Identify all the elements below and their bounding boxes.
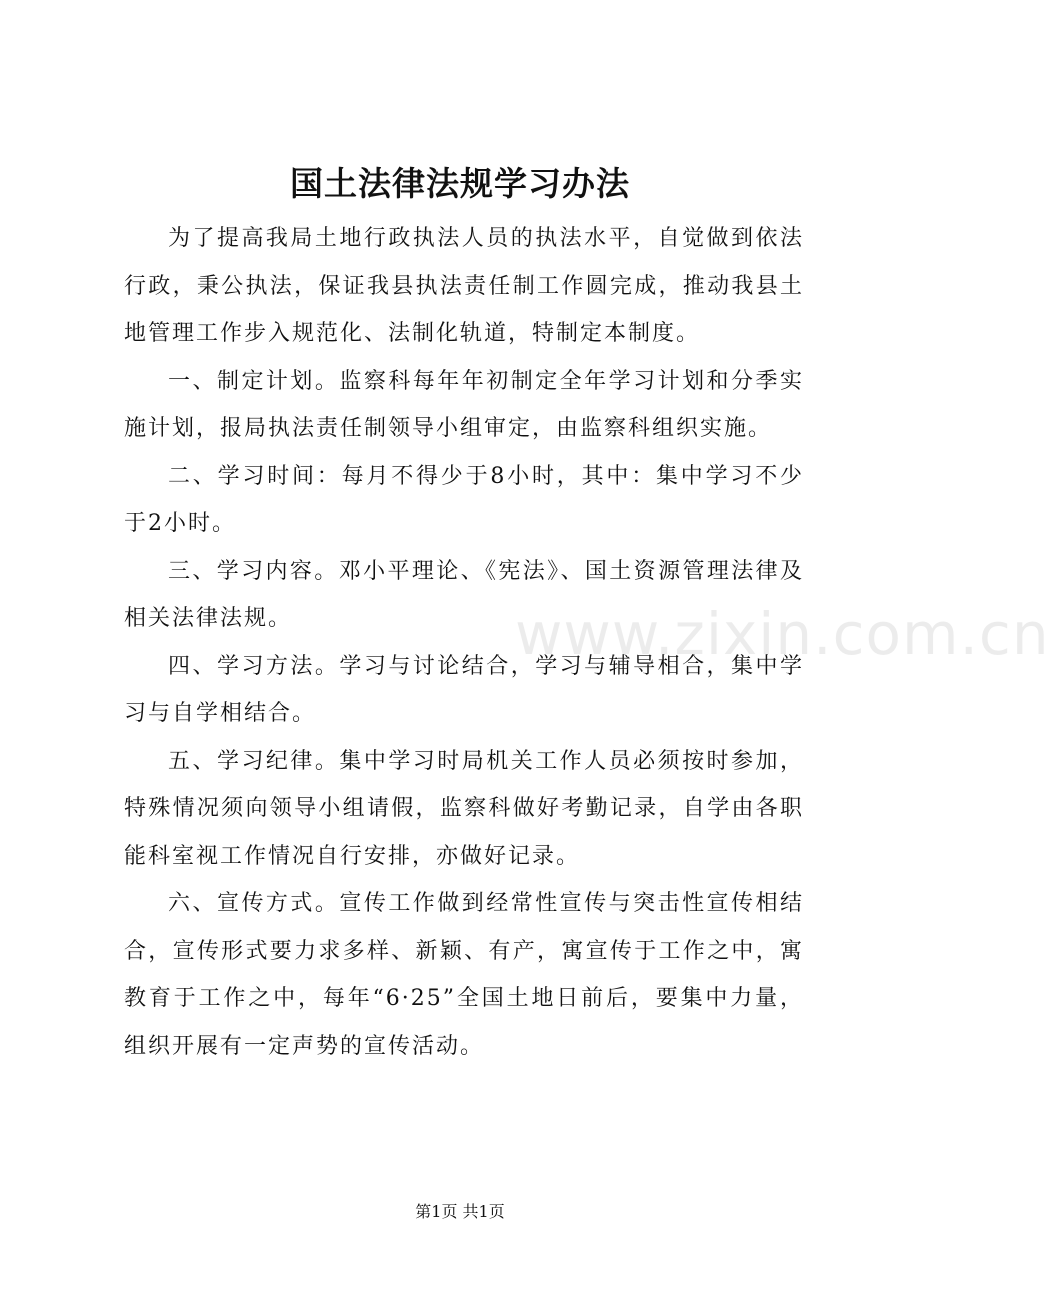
watermark: www.zixin.com.cn	[515, 600, 1050, 668]
paragraph-publicity: 六、宣传方式。宣传工作做到经常性宣传与突击性宣传相结合，宣传形式要力求多样、新颖、有产，寓宣传于工作之中，寓教育于工作之中，每年“6·25”全国土地日前后，要集中力量，组织开展有一定声势的宣传活动。	[124, 891, 804, 1059]
page-footer: 第1页 共1页	[415, 1202, 505, 1221]
document-title: 国土法律法规学习办法	[290, 164, 630, 203]
paragraph-time: 二、学习时间：每月不得少于8小时，其中：集中学习不少于2小时。	[124, 463, 804, 536]
paragraph-plan: 一、制定计划。监察科每年年初制定全年学习计划和分季实施计划，报局执法责任制领导小组审定，由监察科组织实施。	[124, 368, 804, 441]
paragraph-discipline: 五、学习纪律。集中学习时局机关工作人员必须按时参加，特殊情况须向领导小组请假，监察科做好考勤记录，自学由各职能科室视工作情况自行安排，亦做好记录。	[124, 748, 804, 869]
paragraph-content: 三、学习内容。邓小平理论、《宪法》、国土资源管理法律及相关法律法规。	[124, 558, 804, 631]
paragraph-intro: 为了提高我局土地行政执法人员的执法水平，自觉做到依法行政，秉公执法，保证我县执法责任制工作圆完成，推动我县土地管理工作步入规范化、法制化轨道，特制定本制度。	[124, 226, 804, 346]
paragraph-method: 四、学习方法。学习与讨论结合，学习与辅导相合，集中学习与自学相结合。	[124, 653, 804, 726]
